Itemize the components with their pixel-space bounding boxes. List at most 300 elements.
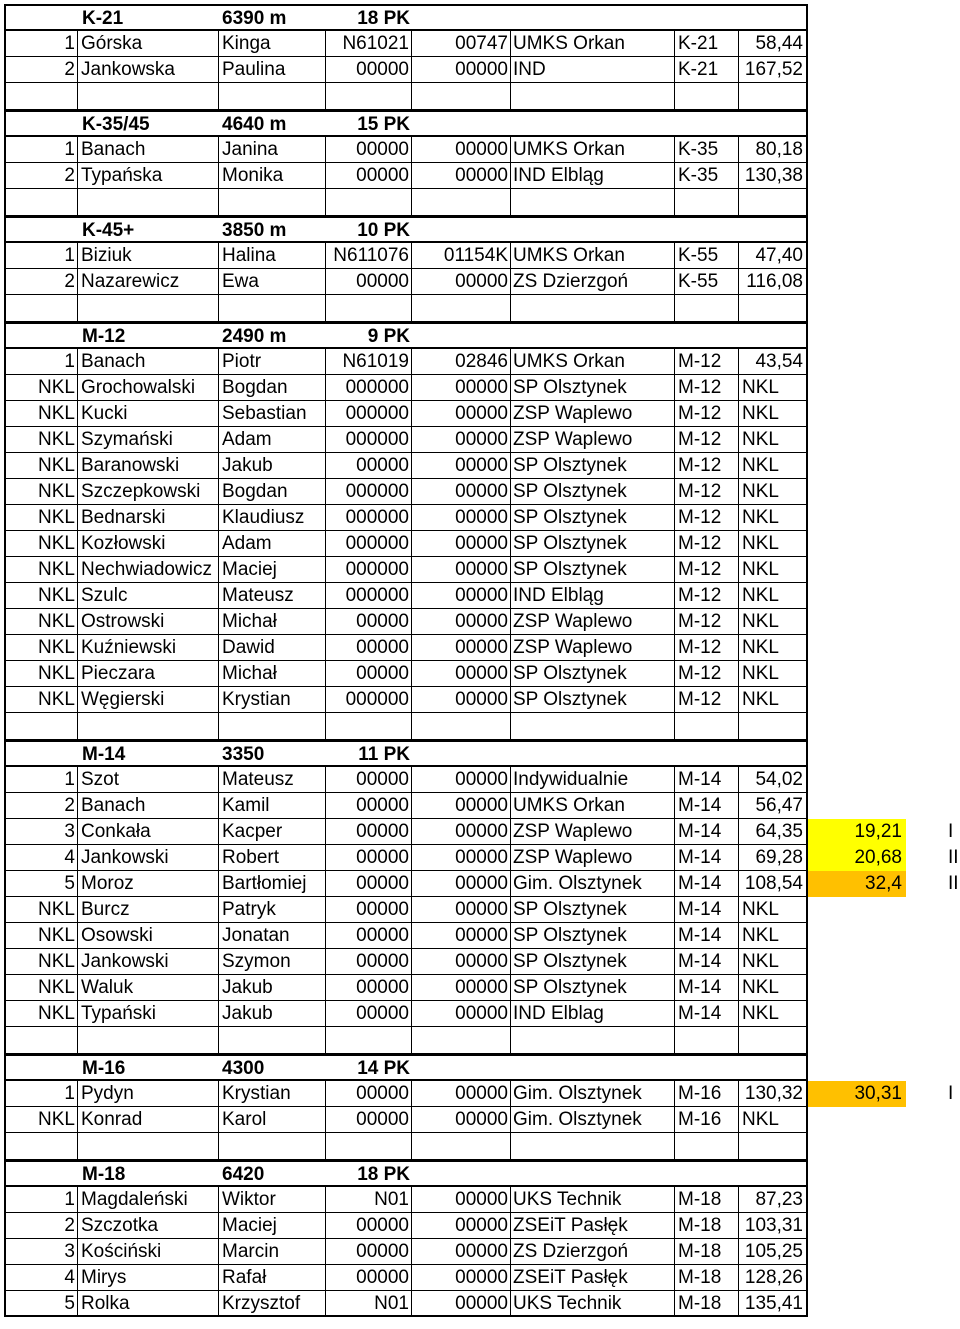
header-blank[interactable] xyxy=(675,324,739,349)
header-blank[interactable] xyxy=(412,324,511,349)
time-cell[interactable]: NKL xyxy=(739,975,806,1001)
time-cell[interactable]: NKL xyxy=(739,505,806,531)
category-label[interactable]: K-21 xyxy=(78,6,219,31)
header-blank[interactable] xyxy=(739,6,806,31)
category-cell[interactable]: M-14 xyxy=(675,975,739,1001)
time-cell[interactable]: NKL xyxy=(739,479,806,505)
chip-cell[interactable]: 00000 xyxy=(412,505,511,531)
empty-cell[interactable] xyxy=(6,295,78,322)
empty-cell[interactable] xyxy=(78,295,219,322)
surname-cell[interactable]: Szczotka xyxy=(78,1213,219,1239)
time-cell[interactable]: 116,08 xyxy=(739,269,806,295)
category-cell[interactable]: M-12 xyxy=(675,557,739,583)
surname-cell[interactable]: Szczepkowski xyxy=(78,479,219,505)
licence-cell[interactable]: 000000 xyxy=(326,531,412,557)
time-cell[interactable]: NKL xyxy=(739,427,806,453)
empty-cell[interactable] xyxy=(412,1027,511,1054)
time-cell[interactable]: NKL xyxy=(739,687,806,713)
empty-cell[interactable] xyxy=(219,1027,326,1054)
club-cell[interactable]: ZSP Waplewo xyxy=(511,427,675,453)
club-cell[interactable]: Gim. Olsztynek xyxy=(511,871,675,897)
header-blank[interactable] xyxy=(6,218,78,243)
time-cell[interactable]: 47,40 xyxy=(739,243,806,269)
place-cell[interactable]: 3 xyxy=(6,819,78,845)
sport-class-rank[interactable]: I xyxy=(948,821,954,842)
category-cell[interactable]: K-35 xyxy=(675,137,739,163)
empty-cell[interactable] xyxy=(78,189,219,216)
place-cell[interactable]: NKL xyxy=(6,557,78,583)
chip-cell[interactable]: 00000 xyxy=(412,949,511,975)
firstname-cell[interactable]: Jakub xyxy=(219,1001,326,1027)
place-cell[interactable]: NKL xyxy=(6,609,78,635)
empty-cell[interactable] xyxy=(326,713,412,740)
category-label[interactable]: K-45+ xyxy=(78,218,219,243)
surname-cell[interactable]: Nazarewicz xyxy=(78,269,219,295)
empty-cell[interactable] xyxy=(326,83,412,110)
chip-cell[interactable]: 00747 xyxy=(412,31,511,57)
place-cell[interactable]: NKL xyxy=(6,1001,78,1027)
chip-cell[interactable]: 00000 xyxy=(412,1001,511,1027)
firstname-cell[interactable]: Krzysztof xyxy=(219,1291,326,1317)
licence-cell[interactable]: 00000 xyxy=(326,57,412,83)
surname-cell[interactable]: Nechwiadowicz xyxy=(78,557,219,583)
empty-cell[interactable] xyxy=(219,189,326,216)
surname-cell[interactable]: Waluk xyxy=(78,975,219,1001)
empty-cell[interactable] xyxy=(511,189,675,216)
firstname-cell[interactable]: Karol xyxy=(219,1107,326,1133)
time-cell[interactable]: 130,32 xyxy=(739,1081,806,1107)
club-cell[interactable]: IND Elbląg xyxy=(511,583,675,609)
licence-cell[interactable]: 00000 xyxy=(326,269,412,295)
club-cell[interactable]: UMKS Orkan xyxy=(511,137,675,163)
surname-cell[interactable]: Typański xyxy=(78,1001,219,1027)
firstname-cell[interactable]: Krystian xyxy=(219,1081,326,1107)
club-cell[interactable]: ZSEiT Pasłęk xyxy=(511,1213,675,1239)
place-cell[interactable]: NKL xyxy=(6,479,78,505)
sport-class-rank[interactable]: I xyxy=(948,1083,954,1104)
time-cell[interactable]: 56,47 xyxy=(739,793,806,819)
licence-cell[interactable]: 000000 xyxy=(326,479,412,505)
empty-cell[interactable] xyxy=(675,295,739,322)
chip-cell[interactable]: 00000 xyxy=(412,1265,511,1291)
chip-cell[interactable]: 00000 xyxy=(412,137,511,163)
place-cell[interactable]: 2 xyxy=(6,269,78,295)
time-cell[interactable]: NKL xyxy=(739,401,806,427)
category-cell[interactable]: M-14 xyxy=(675,793,739,819)
licence-cell[interactable]: 00000 xyxy=(326,975,412,1001)
category-cell[interactable]: K-55 xyxy=(675,243,739,269)
category-cell[interactable]: M-14 xyxy=(675,845,739,871)
header-blank[interactable] xyxy=(412,218,511,243)
licence-cell[interactable]: 00000 xyxy=(326,767,412,793)
header-blank[interactable] xyxy=(412,1056,511,1081)
empty-cell[interactable] xyxy=(675,1027,739,1054)
empty-cell[interactable] xyxy=(78,83,219,110)
firstname-cell[interactable]: Rafał xyxy=(219,1265,326,1291)
header-blank[interactable] xyxy=(739,742,806,767)
empty-cell[interactable] xyxy=(6,189,78,216)
club-cell[interactable]: SP Olsztynek xyxy=(511,949,675,975)
licence-cell[interactable]: N01 xyxy=(326,1291,412,1317)
club-cell[interactable]: SP Olsztynek xyxy=(511,661,675,687)
category-cell[interactable]: M-18 xyxy=(675,1239,739,1265)
category-cell[interactable]: M-16 xyxy=(675,1081,739,1107)
chip-cell[interactable]: 00000 xyxy=(412,269,511,295)
surname-cell[interactable]: Osowski xyxy=(78,923,219,949)
empty-cell[interactable] xyxy=(219,83,326,110)
empty-cell[interactable] xyxy=(675,713,739,740)
empty-cell[interactable] xyxy=(412,189,511,216)
header-blank[interactable] xyxy=(412,112,511,137)
empty-cell[interactable] xyxy=(412,713,511,740)
category-label[interactable]: M-12 xyxy=(78,324,219,349)
place-cell[interactable]: 2 xyxy=(6,793,78,819)
place-cell[interactable]: NKL xyxy=(6,1107,78,1133)
surname-cell[interactable]: Jankowska xyxy=(78,57,219,83)
club-cell[interactable]: ZSEiT Pasłęk xyxy=(511,1265,675,1291)
category-cell[interactable]: M-14 xyxy=(675,897,739,923)
surname-cell[interactable]: Jankowski xyxy=(78,949,219,975)
category-cell[interactable]: M-12 xyxy=(675,349,739,375)
empty-cell[interactable] xyxy=(412,1133,511,1160)
surname-cell[interactable]: Szulc xyxy=(78,583,219,609)
surname-cell[interactable]: Biziuk xyxy=(78,243,219,269)
checkpoints-count[interactable]: 18 PK xyxy=(326,1162,412,1187)
surname-cell[interactable]: Konrad xyxy=(78,1107,219,1133)
firstname-cell[interactable]: Bartłomiej xyxy=(219,871,326,897)
empty-cell[interactable] xyxy=(511,1027,675,1054)
place-cell[interactable]: NKL xyxy=(6,635,78,661)
header-blank[interactable] xyxy=(739,1056,806,1081)
empty-cell[interactable] xyxy=(739,1133,806,1160)
surname-cell[interactable]: Banach xyxy=(78,349,219,375)
firstname-cell[interactable]: Michał xyxy=(219,609,326,635)
licence-cell[interactable]: 00000 xyxy=(326,923,412,949)
category-cell[interactable]: M-18 xyxy=(675,1265,739,1291)
licence-cell[interactable]: N611076 xyxy=(326,243,412,269)
course-distance[interactable]: 4300 xyxy=(219,1056,326,1081)
surname-cell[interactable]: Szot xyxy=(78,767,219,793)
category-cell[interactable]: M-14 xyxy=(675,949,739,975)
chip-cell[interactable]: 02846 xyxy=(412,349,511,375)
club-cell[interactable]: ZSP Waplewo xyxy=(511,609,675,635)
place-cell[interactable]: 1 xyxy=(6,31,78,57)
chip-cell[interactable]: 00000 xyxy=(412,819,511,845)
chip-cell[interactable]: 00000 xyxy=(412,1239,511,1265)
sport-class-rank[interactable]: II xyxy=(948,847,959,868)
place-cell[interactable]: NKL xyxy=(6,923,78,949)
chip-cell[interactable]: 00000 xyxy=(412,1291,511,1317)
header-blank[interactable] xyxy=(511,1162,675,1187)
checkpoints-count[interactable]: 10 PK xyxy=(326,218,412,243)
header-blank[interactable] xyxy=(412,1162,511,1187)
category-cell[interactable]: K-55 xyxy=(675,269,739,295)
checkpoints-count[interactable]: 11 PK xyxy=(326,742,412,767)
empty-cell[interactable] xyxy=(6,1027,78,1054)
surname-cell[interactable]: Mirys xyxy=(78,1265,219,1291)
category-cell[interactable]: M-12 xyxy=(675,583,739,609)
header-blank[interactable] xyxy=(511,218,675,243)
firstname-cell[interactable]: Mateusz xyxy=(219,583,326,609)
firstname-cell[interactable]: Bogdan xyxy=(219,479,326,505)
empty-cell[interactable] xyxy=(6,83,78,110)
place-cell[interactable]: 2 xyxy=(6,57,78,83)
time-cell[interactable]: 64,35 xyxy=(739,819,806,845)
place-cell[interactable]: 5 xyxy=(6,1291,78,1317)
licence-cell[interactable]: N61019 xyxy=(326,349,412,375)
place-cell[interactable]: NKL xyxy=(6,401,78,427)
category-cell[interactable]: M-18 xyxy=(675,1291,739,1317)
surname-cell[interactable]: Conkała xyxy=(78,819,219,845)
header-blank[interactable] xyxy=(739,1162,806,1187)
surname-cell[interactable]: Pydyn xyxy=(78,1081,219,1107)
firstname-cell[interactable]: Jakub xyxy=(219,453,326,479)
place-cell[interactable]: NKL xyxy=(6,375,78,401)
chip-cell[interactable]: 00000 xyxy=(412,845,511,871)
chip-cell[interactable]: 00000 xyxy=(412,923,511,949)
time-cell[interactable]: 69,28 xyxy=(739,845,806,871)
checkpoints-count[interactable]: 9 PK xyxy=(326,324,412,349)
licence-cell[interactable]: 000000 xyxy=(326,583,412,609)
club-cell[interactable]: UMKS Orkan xyxy=(511,349,675,375)
place-cell[interactable]: NKL xyxy=(6,687,78,713)
header-blank[interactable] xyxy=(511,742,675,767)
licence-cell[interactable]: 00000 xyxy=(326,163,412,189)
place-cell[interactable]: NKL xyxy=(6,897,78,923)
category-cell[interactable]: M-14 xyxy=(675,871,739,897)
chip-cell[interactable]: 00000 xyxy=(412,1081,511,1107)
time-cell[interactable]: 54,02 xyxy=(739,767,806,793)
place-cell[interactable]: 1 xyxy=(6,243,78,269)
category-cell[interactable]: M-12 xyxy=(675,453,739,479)
place-cell[interactable]: 4 xyxy=(6,845,78,871)
time-cell[interactable]: NKL xyxy=(739,923,806,949)
header-blank[interactable] xyxy=(511,112,675,137)
surname-cell[interactable]: Ostrowski xyxy=(78,609,219,635)
course-distance[interactable]: 4640 m xyxy=(219,112,326,137)
licence-cell[interactable]: N61021 xyxy=(326,31,412,57)
chip-cell[interactable]: 00000 xyxy=(412,453,511,479)
header-blank[interactable] xyxy=(511,1056,675,1081)
surname-cell[interactable]: Moroz xyxy=(78,871,219,897)
empty-cell[interactable] xyxy=(326,189,412,216)
header-blank[interactable] xyxy=(675,1162,739,1187)
firstname-cell[interactable]: Ewa xyxy=(219,269,326,295)
licence-cell[interactable]: 00000 xyxy=(326,819,412,845)
club-cell[interactable]: IND Elbląg xyxy=(511,163,675,189)
place-cell[interactable]: NKL xyxy=(6,531,78,557)
firstname-cell[interactable]: Adam xyxy=(219,531,326,557)
surname-cell[interactable]: Kucki xyxy=(78,401,219,427)
empty-cell[interactable] xyxy=(219,1133,326,1160)
chip-cell[interactable]: 00000 xyxy=(412,163,511,189)
checkpoints-count[interactable]: 15 PK xyxy=(326,112,412,137)
firstname-cell[interactable]: Adam xyxy=(219,427,326,453)
licence-cell[interactable]: 000000 xyxy=(326,557,412,583)
time-cell[interactable]: NKL xyxy=(739,1107,806,1133)
category-label[interactable]: M-18 xyxy=(78,1162,219,1187)
header-blank[interactable] xyxy=(675,6,739,31)
club-cell[interactable]: IND Elblag xyxy=(511,1001,675,1027)
course-distance[interactable]: 2490 m xyxy=(219,324,326,349)
firstname-cell[interactable]: Bogdan xyxy=(219,375,326,401)
club-cell[interactable]: SP Olsztynek xyxy=(511,557,675,583)
header-blank[interactable] xyxy=(511,6,675,31)
time-cell[interactable]: 43,54 xyxy=(739,349,806,375)
chip-cell[interactable]: 00000 xyxy=(412,57,511,83)
firstname-cell[interactable]: Kacper xyxy=(219,819,326,845)
header-blank[interactable] xyxy=(675,742,739,767)
category-label[interactable]: M-16 xyxy=(78,1056,219,1081)
empty-cell[interactable] xyxy=(412,295,511,322)
header-blank[interactable] xyxy=(412,6,511,31)
category-cell[interactable]: M-18 xyxy=(675,1187,739,1213)
licence-cell[interactable]: 00000 xyxy=(326,1213,412,1239)
header-blank[interactable] xyxy=(739,112,806,137)
header-blank[interactable] xyxy=(739,218,806,243)
time-cell[interactable]: 105,25 xyxy=(739,1239,806,1265)
category-cell[interactable]: M-14 xyxy=(675,767,739,793)
time-cell[interactable]: NKL xyxy=(739,897,806,923)
empty-cell[interactable] xyxy=(6,713,78,740)
club-cell[interactable]: SP Olsztynek xyxy=(511,687,675,713)
licence-cell[interactable]: 00000 xyxy=(326,897,412,923)
surname-cell[interactable]: Górska xyxy=(78,31,219,57)
place-cell[interactable]: 1 xyxy=(6,1081,78,1107)
pace-value[interactable]: 32,4 xyxy=(808,871,906,897)
category-cell[interactable]: M-12 xyxy=(675,661,739,687)
surname-cell[interactable]: Szymański xyxy=(78,427,219,453)
club-cell[interactable]: ZSP Waplewo xyxy=(511,819,675,845)
firstname-cell[interactable]: Halina xyxy=(219,243,326,269)
firstname-cell[interactable]: Marcin xyxy=(219,1239,326,1265)
surname-cell[interactable]: Rolka xyxy=(78,1291,219,1317)
time-cell[interactable]: 103,31 xyxy=(739,1213,806,1239)
time-cell[interactable]: 130,38 xyxy=(739,163,806,189)
pace-value[interactable]: 30,31 xyxy=(808,1081,906,1107)
place-cell[interactable]: NKL xyxy=(6,453,78,479)
time-cell[interactable]: NKL xyxy=(739,609,806,635)
empty-cell[interactable] xyxy=(6,1133,78,1160)
firstname-cell[interactable]: Maciej xyxy=(219,557,326,583)
chip-cell[interactable]: 00000 xyxy=(412,871,511,897)
place-cell[interactable]: 2 xyxy=(6,1213,78,1239)
club-cell[interactable]: Gim. Olsztynek xyxy=(511,1081,675,1107)
club-cell[interactable]: ZS Dzierzgoń xyxy=(511,269,675,295)
time-cell[interactable]: 58,44 xyxy=(739,31,806,57)
firstname-cell[interactable]: Janina xyxy=(219,137,326,163)
firstname-cell[interactable]: Kamil xyxy=(219,793,326,819)
time-cell[interactable]: 80,18 xyxy=(739,137,806,163)
club-cell[interactable]: Gim. Olsztynek xyxy=(511,1107,675,1133)
licence-cell[interactable]: 000000 xyxy=(326,505,412,531)
course-distance[interactable]: 3850 m xyxy=(219,218,326,243)
surname-cell[interactable]: Pieczara xyxy=(78,661,219,687)
time-cell[interactable]: 167,52 xyxy=(739,57,806,83)
club-cell[interactable]: Indywidualnie xyxy=(511,767,675,793)
time-cell[interactable]: NKL xyxy=(739,453,806,479)
header-blank[interactable] xyxy=(511,324,675,349)
empty-cell[interactable] xyxy=(326,295,412,322)
chip-cell[interactable]: 00000 xyxy=(412,793,511,819)
place-cell[interactable]: 2 xyxy=(6,163,78,189)
checkpoints-count[interactable]: 14 PK xyxy=(326,1056,412,1081)
time-cell[interactable]: NKL xyxy=(739,949,806,975)
place-cell[interactable]: 3 xyxy=(6,1239,78,1265)
header-blank[interactable] xyxy=(6,742,78,767)
club-cell[interactable]: SP Olsztynek xyxy=(511,923,675,949)
licence-cell[interactable]: 00000 xyxy=(326,793,412,819)
licence-cell[interactable]: 00000 xyxy=(326,845,412,871)
chip-cell[interactable]: 00000 xyxy=(412,687,511,713)
empty-cell[interactable] xyxy=(739,189,806,216)
firstname-cell[interactable]: Krystian xyxy=(219,687,326,713)
empty-cell[interactable] xyxy=(739,713,806,740)
place-cell[interactable]: 1 xyxy=(6,349,78,375)
surname-cell[interactable]: Bednarski xyxy=(78,505,219,531)
chip-cell[interactable]: 00000 xyxy=(412,609,511,635)
course-distance[interactable]: 3350 xyxy=(219,742,326,767)
chip-cell[interactable]: 00000 xyxy=(412,975,511,1001)
licence-cell[interactable]: 00000 xyxy=(326,453,412,479)
firstname-cell[interactable]: Dawid xyxy=(219,635,326,661)
place-cell[interactable]: 1 xyxy=(6,1187,78,1213)
place-cell[interactable]: NKL xyxy=(6,949,78,975)
chip-cell[interactable]: 00000 xyxy=(412,401,511,427)
category-cell[interactable]: K-35 xyxy=(675,163,739,189)
place-cell[interactable]: 5 xyxy=(6,871,78,897)
surname-cell[interactable]: Banach xyxy=(78,137,219,163)
firstname-cell[interactable]: Patryk xyxy=(219,897,326,923)
header-blank[interactable] xyxy=(6,6,78,31)
time-cell[interactable]: 87,23 xyxy=(739,1187,806,1213)
course-distance[interactable]: 6390 m xyxy=(219,6,326,31)
empty-cell[interactable] xyxy=(511,713,675,740)
surname-cell[interactable]: Grochowalski xyxy=(78,375,219,401)
chip-cell[interactable]: 00000 xyxy=(412,479,511,505)
surname-cell[interactable]: Magdaleński xyxy=(78,1187,219,1213)
pace-value[interactable]: 20,68 xyxy=(808,845,906,871)
checkpoints-count[interactable]: 18 PK xyxy=(326,6,412,31)
licence-cell[interactable]: 00000 xyxy=(326,1001,412,1027)
category-cell[interactable]: M-18 xyxy=(675,1213,739,1239)
category-cell[interactable]: M-14 xyxy=(675,819,739,845)
category-cell[interactable]: M-14 xyxy=(675,1001,739,1027)
licence-cell[interactable]: 00000 xyxy=(326,1239,412,1265)
category-cell[interactable]: M-12 xyxy=(675,609,739,635)
surname-cell[interactable]: Kozłowski xyxy=(78,531,219,557)
course-distance[interactable]: 6420 xyxy=(219,1162,326,1187)
licence-cell[interactable]: 000000 xyxy=(326,427,412,453)
pace-value[interactable]: 19,21 xyxy=(808,819,906,845)
licence-cell[interactable]: 00000 xyxy=(326,1265,412,1291)
licence-cell[interactable]: 00000 xyxy=(326,1107,412,1133)
club-cell[interactable]: UKS Technik xyxy=(511,1187,675,1213)
time-cell[interactable]: NKL xyxy=(739,1001,806,1027)
surname-cell[interactable]: Kościński xyxy=(78,1239,219,1265)
header-blank[interactable] xyxy=(6,1056,78,1081)
firstname-cell[interactable]: Mateusz xyxy=(219,767,326,793)
category-cell[interactable]: M-12 xyxy=(675,635,739,661)
empty-cell[interactable] xyxy=(511,1133,675,1160)
category-cell[interactable]: M-12 xyxy=(675,531,739,557)
time-cell[interactable]: NKL xyxy=(739,635,806,661)
firstname-cell[interactable]: Michał xyxy=(219,661,326,687)
firstname-cell[interactable]: Jakub xyxy=(219,975,326,1001)
header-blank[interactable] xyxy=(412,742,511,767)
empty-cell[interactable] xyxy=(78,1027,219,1054)
empty-cell[interactable] xyxy=(78,713,219,740)
